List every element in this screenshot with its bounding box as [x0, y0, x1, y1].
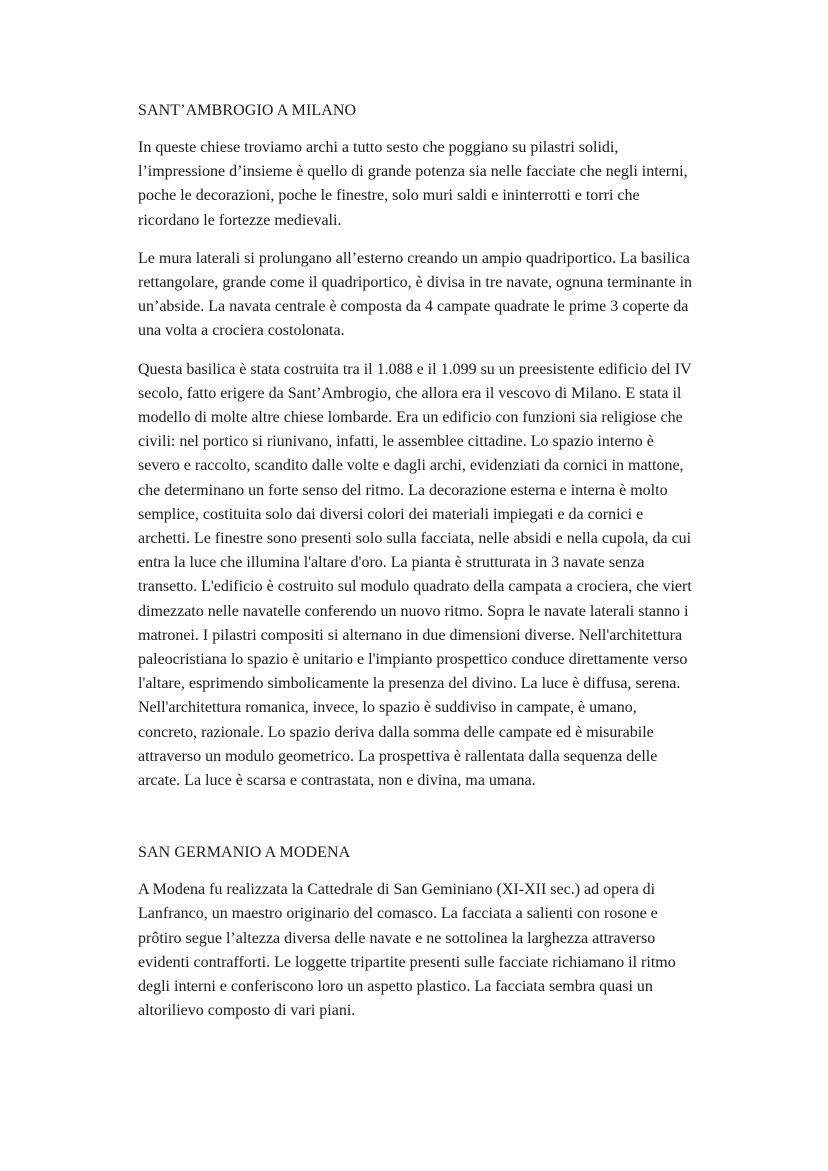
section-spacer: [138, 807, 694, 841]
paragraph: Questa basilica è stata costruita tra il 1.088 e il 1.099 su un preesistente edificio del IV secolo, fatto erigere da Sant’Ambrogio, che allora era il vescovo di Milano. E stata il modello di molte altre chiese lombarde. Era un edificio con funzioni sia religiose che civili: nel portico si riunivano, infatti, le assemblee cittadine. Lo spazio interno è severo e raccolto, scandito dalle volte e dagli archi, evidenziati da cornici in mattone, che determinano un forte senso del ritmo. La decorazione esterna e interna è molto semplice, costituita solo dai diversi colori dei materiali impiegati e da cornici e archetti. Le finestre sono presenti solo sulla facciata, nelle absidi e nella cupola, da cui entra la luce che illumina l'altare d'oro. La pianta è strutturata in 3 navate senza transetto. L'edificio è costruito sul modulo quadrato della campata a crociera, che viert dimezzato nelle navatelle conferendo un nuovo ritmo. Sopra le navate laterali stanno i matronei. I pilastri compositi si alternano in due dimensioni diverse. Nell'architettura paleocristiana lo spazio è unitario e l'impianto prospettico conduce direttamente verso l'altare, esprimendo simbolicamente la presenza del divino. La luce è diffusa, serena. Nell'architettura romanica, invece, lo spazio è suddiviso in campate, è umano, concreto, razionale. Lo spazio deriva dalla somma delle campate ed è misurabile attraverso un modulo geometrico. La prospettiva è rallentata dalla sequenza delle arcate. La luce è scarsa e contrastata, non e divina, ma umana.: [138, 360, 692, 790]
paragraph: In queste chiese troviamo archi a tutto sesto che poggiano su pilastri solidi, l’impressione d’insieme è quello di grande potenza sia nelle facciate che negli interni, poche le decorazioni, poche le finestre, solo muri saldi e ininterrotti e torri che ricordano le fortezze medievali.: [138, 139, 688, 229]
paragraph: A Modena fu realizzata la Cattedrale di San Geminiano (XI-XII sec.) ad opera di Lanfranco, un maestro originario del comasco. La facciata a salienti con rosone e prôtiro segue l’altezza diversa delle navate e ne sottolinea la larghezza attraverso evidenti contrafforti. Le loggette tripartite presenti sulle facciate richiamano il ritmo degli interni e conferiscono loro un aspetto plastico. La facciata sembra quasi un altorilievo composto di vari piani.: [138, 881, 676, 1020]
document-page: [138, 99, 694, 1038]
paragraph: Le mura laterali si prolungano all’esterno creando un ampio quadriportico. La basilica rettangolare, grande come il quadriportico, è divisa in tre navate, ognuna terminante in un’abside. La navata centrale è composta da 4 campate quadrate le prime 3 coperte da una volta a crociera costolonata.: [138, 249, 693, 340]
section-title-san-germanio: SAN GERMANIO A MODENA: [138, 844, 351, 862]
section-title-santambrogio: SANT’AMBROGIO A MILANO: [138, 102, 357, 119]
